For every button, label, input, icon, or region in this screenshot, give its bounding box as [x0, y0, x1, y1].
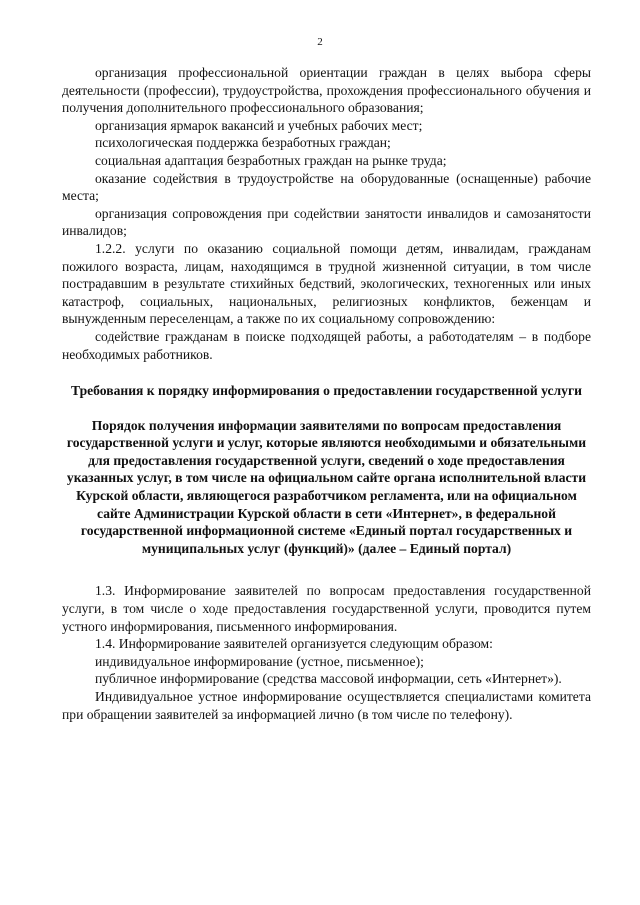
paragraph: 1.3. Информирование заявителей по вопросам предоставления государственной услуги, в том числе о ходе предоставления государственной услуги, проводится путем устного информирования, письменного информирования. [62, 583, 591, 634]
paragraph: Индивидуальное устное информирование осуществляется специалистами комитета при обращении заявителей за информацией лично (в том числе по телефону). [62, 689, 591, 722]
paragraph: публичное информирование (средства массовой информации, сеть «Интернет»). [95, 671, 562, 687]
subsection-heading: Порядок получения информации заявителями по вопросам предоставления государственной услуги и услуг, которые являются необходимыми и обязательными для предоставления государственной услуги, сведений о ходе предоставления указанных услуг, в том числе на официальном сайте органа исполнительной власти Курской области, являющегося разработчиком регламента, или на официальном сайте Администрации Курской области в сети «Интернет», в федеральной государственной информационной системе «Единый портал государственных и муниципальных услуг (функций)» (далее – Единый портал) [66, 417, 587, 556]
spacer [62, 363, 591, 382]
page-number: 2 [317, 36, 323, 48]
paragraph: организация профессиональной ориентации граждан в целях выбора сферы деятельности (профессии), трудоустройства, прохождения профессионального обучения и получения дополнительного профессионального образования; [62, 65, 591, 116]
paragraph: организация ярмарок вакансий и учебных рабочих мест; [95, 117, 423, 133]
spacer [62, 400, 591, 417]
paragraph: психологическая поддержка безработных граждан; [95, 135, 391, 151]
paragraph: социальная адаптация безработных граждан на рынке труда; [95, 152, 447, 168]
spacer [62, 557, 591, 582]
paragraph: организация сопровождения при содействии занятости инвалидов и самозанятости инвалидов; [62, 205, 591, 239]
document-body [62, 64, 591, 723]
paragraph: 1.4. Информирование заявителей организуется следующим образом: [95, 636, 493, 652]
paragraph: оказание содействия в трудоустройстве на оборудованные (оснащенные) рабочие места; [62, 170, 591, 204]
section-heading: Требования к порядку информирования о предоставлении государственной услуги [71, 383, 582, 399]
paragraph: содействие гражданам в поиске подходящей работы, а работодателям – в подборе необходимых работников. [62, 328, 591, 362]
paragraph: индивидуальное информирование (устное, письменное); [95, 653, 424, 669]
paragraph: 1.2.2. услуги по оказанию социальной помощи детям, инвалидам, гражданам пожилого возраста, лицам, находящимся в трудной жизненной ситуации, в том числе пострадавшим в результате стихийных бедствий, экологических, техногенных или иных катастроф, социальных, национальных, религиозных конфликтов, беженцам и вынужденным переселенцам, а также по их социальному сопровождению: [62, 240, 591, 327]
